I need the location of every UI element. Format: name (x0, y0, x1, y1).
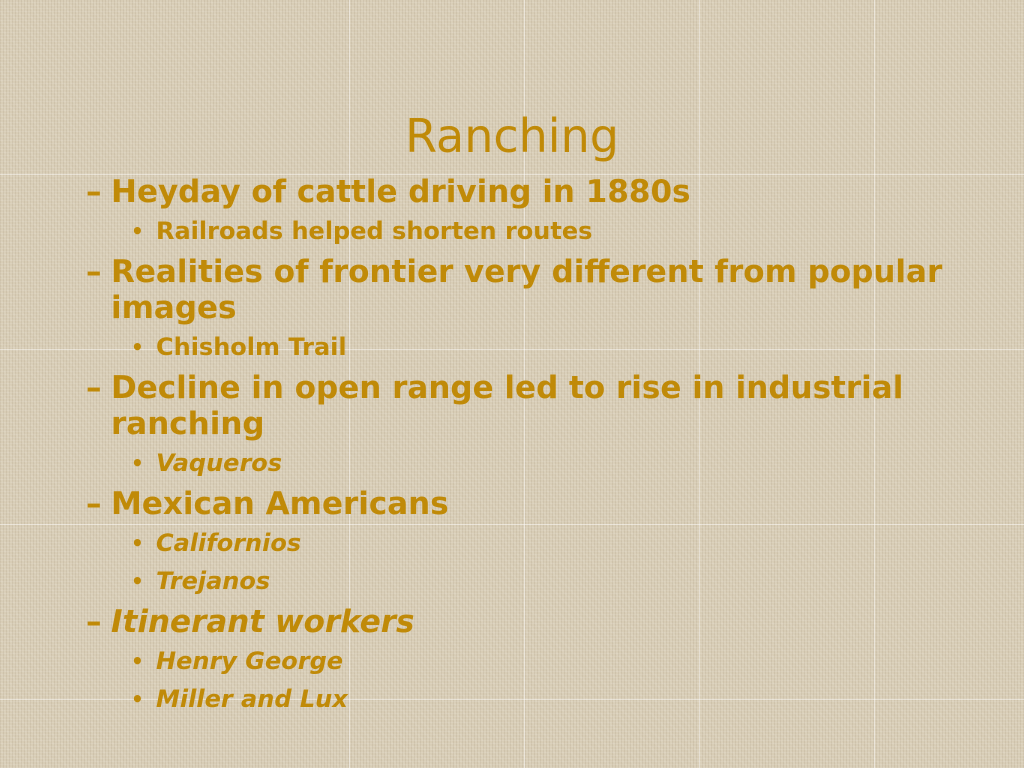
bullet-dot-icon: • (131, 649, 144, 673)
bullet-item (86, 486, 996, 522)
bullet-text: Decline in open range led to rise in industrial ranching (111, 370, 904, 442)
sub-bullet-item (86, 448, 996, 478)
bullet-item (86, 254, 996, 326)
sub-bullet-item (86, 332, 996, 362)
sub-bullet-item (86, 216, 996, 246)
sub-bullet-text: Californios (156, 529, 302, 557)
dash-marker: – (86, 370, 102, 406)
dash-marker: – (86, 254, 102, 290)
bullet-dot-icon: • (131, 335, 144, 359)
sub-bullet-text: Chisholm Trail (156, 333, 347, 361)
bullet-text: Itinerant workers (111, 604, 415, 640)
dash-marker: – (86, 604, 102, 640)
sub-bullet-text: Trejanos (156, 567, 271, 595)
bullet-dot-icon: • (131, 451, 144, 475)
sub-bullet-item (86, 684, 996, 714)
bullet-text: Realities of frontier very different from popular images (111, 254, 943, 326)
sub-bullet-text: Railroads helped shorten routes (156, 217, 593, 245)
sub-bullet-text: Henry George (156, 647, 344, 675)
sub-bullet-text: Miller and Lux (156, 685, 348, 713)
bullet-dot-icon: • (131, 531, 144, 555)
sub-bullet-item (86, 528, 996, 558)
bullet-item (86, 604, 996, 640)
sub-bullet-item (86, 646, 996, 676)
slide-title: Ranching (405, 108, 619, 163)
bullet-dot-icon: • (131, 687, 144, 711)
sub-bullet-text: Vaqueros (156, 449, 283, 477)
bullet-list (86, 174, 996, 722)
sub-bullet-item (86, 566, 996, 596)
dash-marker: – (86, 486, 102, 522)
bullet-dot-icon: • (131, 569, 144, 593)
dash-marker: – (86, 174, 102, 210)
bullet-item (86, 370, 996, 442)
bullet-text: Mexican Americans (111, 486, 449, 522)
bullet-text: Heyday of cattle driving in 1880s (111, 174, 691, 210)
bullet-dot-icon: • (131, 219, 144, 243)
bullet-item (86, 174, 996, 210)
